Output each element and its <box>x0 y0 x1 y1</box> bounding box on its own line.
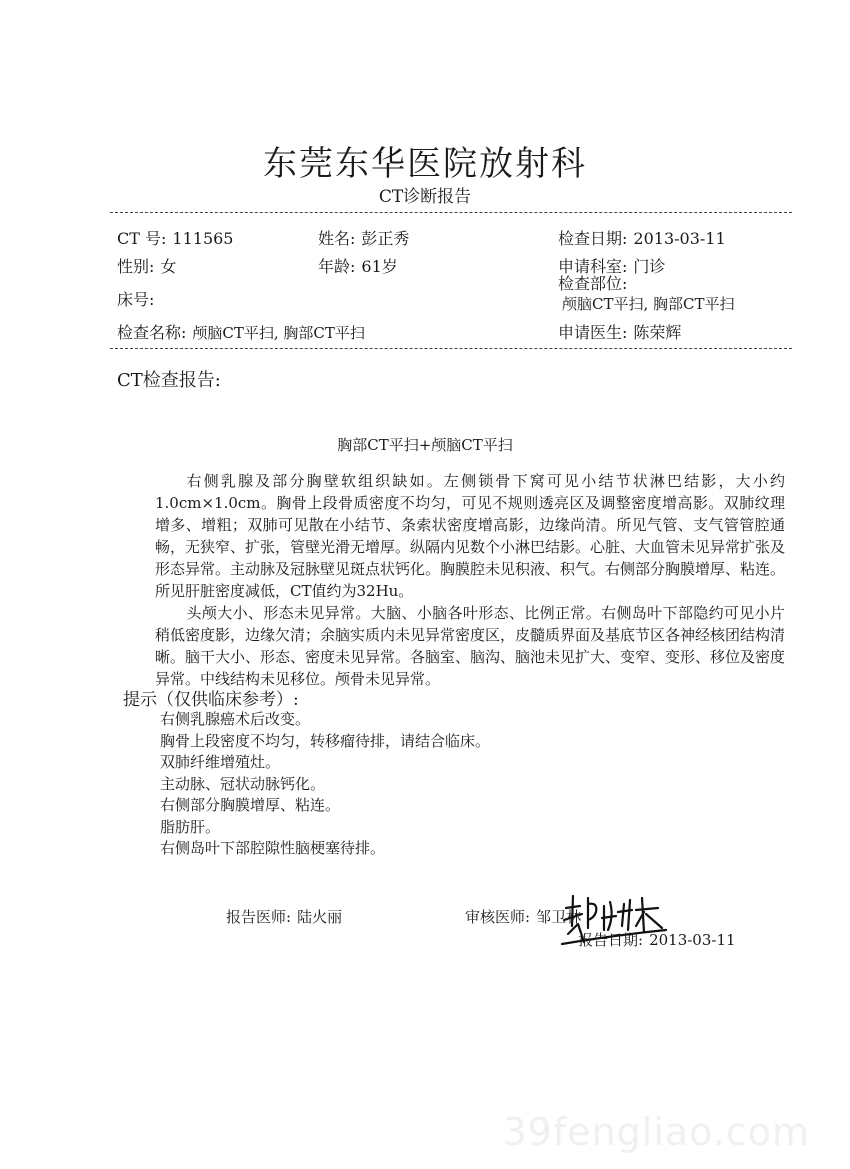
ct-number-value: 111565 <box>172 229 234 248</box>
bed-number <box>117 287 160 310</box>
impression-item: 双肺纤维增殖灶。 <box>160 753 281 771</box>
reporting-physician-value: 陆火丽 <box>297 908 343 926</box>
impression-item: 胸骨上段密度不均匀，转移瘤待排，请结合临床。 <box>160 731 491 750</box>
exam-title: 胸部CT平扫+颅脑CT平扫 <box>337 436 513 454</box>
exam-site-value: 颅脑CT平扫, 胸部CT平扫 <box>562 295 735 313</box>
patient-sex <box>117 254 176 277</box>
ct-report-heading: CT检查报告: <box>117 370 221 391</box>
brain-findings: 头颅大小、形态未见异常。大脑、小脑各叶形态、比例正常。右侧岛叶下部隐约可见小片稍低密度影，边缘欠清；余脑实质内未见异常密度区，皮髓质界面及基底节区各神经核团结构清晰。脑干大小、形态、密度未见异常。各脑室、脑沟、脑池未见扩大、变窄、变形、移位及密度异常。中线结构未见移位。颅骨未见异常。 <box>155 604 786 688</box>
requesting-doctor-label: 申请医生: <box>558 323 628 342</box>
requesting-doctor-value: 陈荣辉 <box>633 323 682 342</box>
requesting-department-value: 门诊 <box>633 257 666 276</box>
patient-age-value: 61岁 <box>361 257 398 276</box>
patient-age <box>318 254 398 277</box>
exam-name-label: 检查名称: <box>117 323 187 342</box>
watermark: 39fengliao.com <box>502 1110 810 1154</box>
reviewing-physician-label: 审核医师: <box>465 908 531 926</box>
patient-sex-value: 女 <box>160 257 177 276</box>
impression-heading: 提示（仅供临床参考）: <box>123 690 299 710</box>
impression-item: 右侧部分胸膜增厚、粘连。 <box>160 796 341 814</box>
findings <box>155 470 785 690</box>
reporting-physician <box>226 906 342 927</box>
reviewing-physician-value: 邹卫林 <box>536 908 582 926</box>
exam-site-label: 检查部位: <box>558 274 628 293</box>
patient-age-label: 年龄: <box>318 257 356 276</box>
patient-name <box>318 226 409 249</box>
ct-number-label: CT 号: <box>117 229 167 248</box>
requesting-department-label: 申请科室: <box>558 257 628 276</box>
impression-item: 脂肪肝。 <box>160 817 221 836</box>
exam-date <box>558 226 726 249</box>
impression-item: 右侧乳腺癌术后改变。 <box>160 710 311 728</box>
requesting-doctor <box>558 320 681 343</box>
exam-site <box>558 274 790 314</box>
hospital-title: 东莞东华医院放射科 <box>263 144 587 184</box>
middle-divider <box>110 348 792 349</box>
exam-name <box>117 320 365 343</box>
patient-name-value: 彭正秀 <box>361 229 410 248</box>
bed-number-label: 床号: <box>117 290 155 309</box>
reporting-physician-label: 报告医师: <box>226 908 292 926</box>
impression-item: 右侧岛叶下部腔隙性脑梗塞待排。 <box>160 839 386 857</box>
report-type: CT诊断报告 <box>378 187 472 207</box>
report-date-label: 报告日期: <box>578 931 644 949</box>
impression-list <box>160 709 490 860</box>
exam-date-label: 检查日期: <box>558 229 628 248</box>
patient-sex-label: 性别: <box>117 257 155 276</box>
exam-name-value: 颅脑CT平扫, 胸部CT平扫 <box>192 324 365 342</box>
patient-name-label: 姓名: <box>318 229 356 248</box>
top-divider <box>110 212 792 213</box>
report-date-value: 2013-03-11 <box>649 931 736 949</box>
report-date <box>578 929 736 950</box>
exam-date-value: 2013-03-11 <box>633 229 726 248</box>
ct-number <box>117 226 233 249</box>
impression-item: 主动脉、冠状动脉钙化。 <box>160 774 326 793</box>
chest-findings: 右侧乳腺及部分胸壁软组织缺如。左侧锁骨下窝可见小结节状淋巴结影，大小约1.0cm×1.0cm。胸骨上段骨质密度不均匀，可见不规则透亮区及调整密度增高影。双肺纹理增多、增粗；双肺可见散在小结节、条索状密度增高影，边缘尚清。所见气管、支气管管腔通畅，无狭窄、扩张，管壁光滑无增厚。纵隔内见数个小淋巴结影。心脏、大血管未见异常扩张及形态异常。主动脉及冠脉壁见斑点状钙化。胸膜腔未见积液、积气。右侧部分胸膜增厚、粘连。所见肝脏密度减低，CT值约为32Hu。 <box>155 472 786 600</box>
